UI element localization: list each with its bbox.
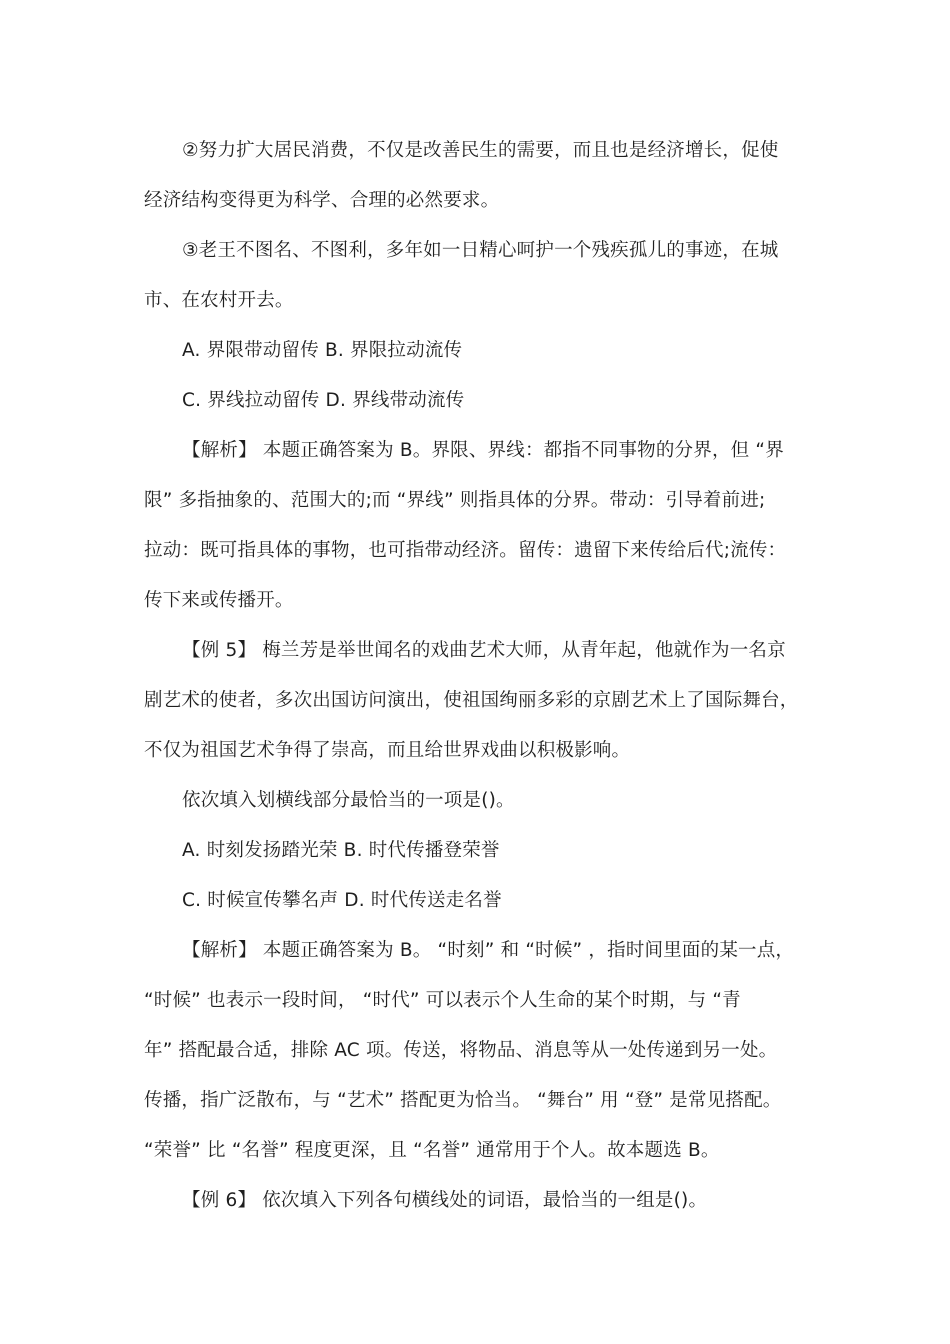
option-cd-paragraph	[144, 376, 814, 426]
example-6-paragraph	[144, 1176, 814, 1226]
text-line: ②努力扩大居民消费，不仅是改善民生的需要，而且也是经济增长，促使	[182, 140, 779, 161]
text-line: A. 界限带动留传 B. 界限拉动流传	[182, 340, 463, 361]
text-line: C. 时候宣传攀名声 D. 时代传送走名誉	[182, 890, 502, 911]
example-5-paragraph	[144, 626, 814, 776]
text-line: A. 时刻发扬踏光荣 B. 时代传播登荣誉	[182, 840, 500, 861]
text-line: 【例 6】 依次填入下列各句横线处的词语，最恰当的一组是()。	[182, 1190, 708, 1211]
text-line: 市、在农村开去。	[144, 290, 294, 311]
text-line: 年” 搭配最合适，排除 AC 项。传送，将物品、消息等从一处传递到另一处。	[144, 1040, 778, 1061]
text-line: 【解析】 本题正确答案为 B。界限、界线：都指不同事物的分界，但 “界	[182, 440, 784, 461]
option-ab-paragraph	[144, 826, 814, 876]
text-line: “荣誉” 比 “名誉” 程度更深，且 “名誉” 通常用于个人。故本题选 B。	[144, 1140, 720, 1161]
text-line: 依次填入划横线部分最恰当的一项是()。	[182, 790, 515, 811]
option-cd-paragraph	[144, 876, 814, 926]
analysis-paragraph	[144, 926, 814, 1176]
sentence-3-paragraph	[144, 226, 814, 326]
text-line: 经济结构变得更为科学、合理的必然要求。	[144, 190, 500, 211]
text-line: ③老王不图名、不图利，多年如一日精心呵护一个残疾孤儿的事迹，在城	[182, 240, 779, 261]
option-ab-paragraph	[144, 326, 814, 376]
text-line: 传下来或传播开。	[144, 590, 294, 611]
text-line: 传播，指广泛散布，与 “艺术” 搭配更为恰当。 “舞台” 用 “登” 是常见搭配。	[144, 1090, 782, 1111]
document-body	[144, 126, 814, 1226]
text-line: 不仅为祖国艺术争得了崇高，而且给世界戏曲以积极影响。	[144, 740, 631, 761]
text-line: “时候” 也表示一段时间， “时代” 可以表示个人生命的某个时期，与 “青	[144, 990, 741, 1011]
text-line: 【例 5】 梅兰芳是举世闻名的戏曲艺术大师，从青年起，他就作为一名京	[182, 640, 786, 661]
text-line: 【解析】 本题正确答案为 B。 “时刻” 和 “时候” ，指时间里面的某一点，	[182, 940, 795, 961]
sentence-2-paragraph	[144, 126, 814, 226]
analysis-paragraph	[144, 426, 814, 626]
text-line: 拉动：既可指具体的事物，也可指带动经济。留传：遗留下来传给后代;流传：	[144, 540, 787, 561]
text-line: 剧艺术的使者，多次出国访问演出，使祖国绚丽多彩的京剧艺术上了国际舞台，	[144, 690, 799, 711]
text-line: 限” 多指抽象的、范围大的;而 “界线” 则指具体的分界。带动：引导着前进;	[144, 490, 766, 511]
text-line: C. 界线拉动留传 D. 界线带动流传	[182, 390, 465, 411]
question-paragraph	[144, 776, 814, 826]
